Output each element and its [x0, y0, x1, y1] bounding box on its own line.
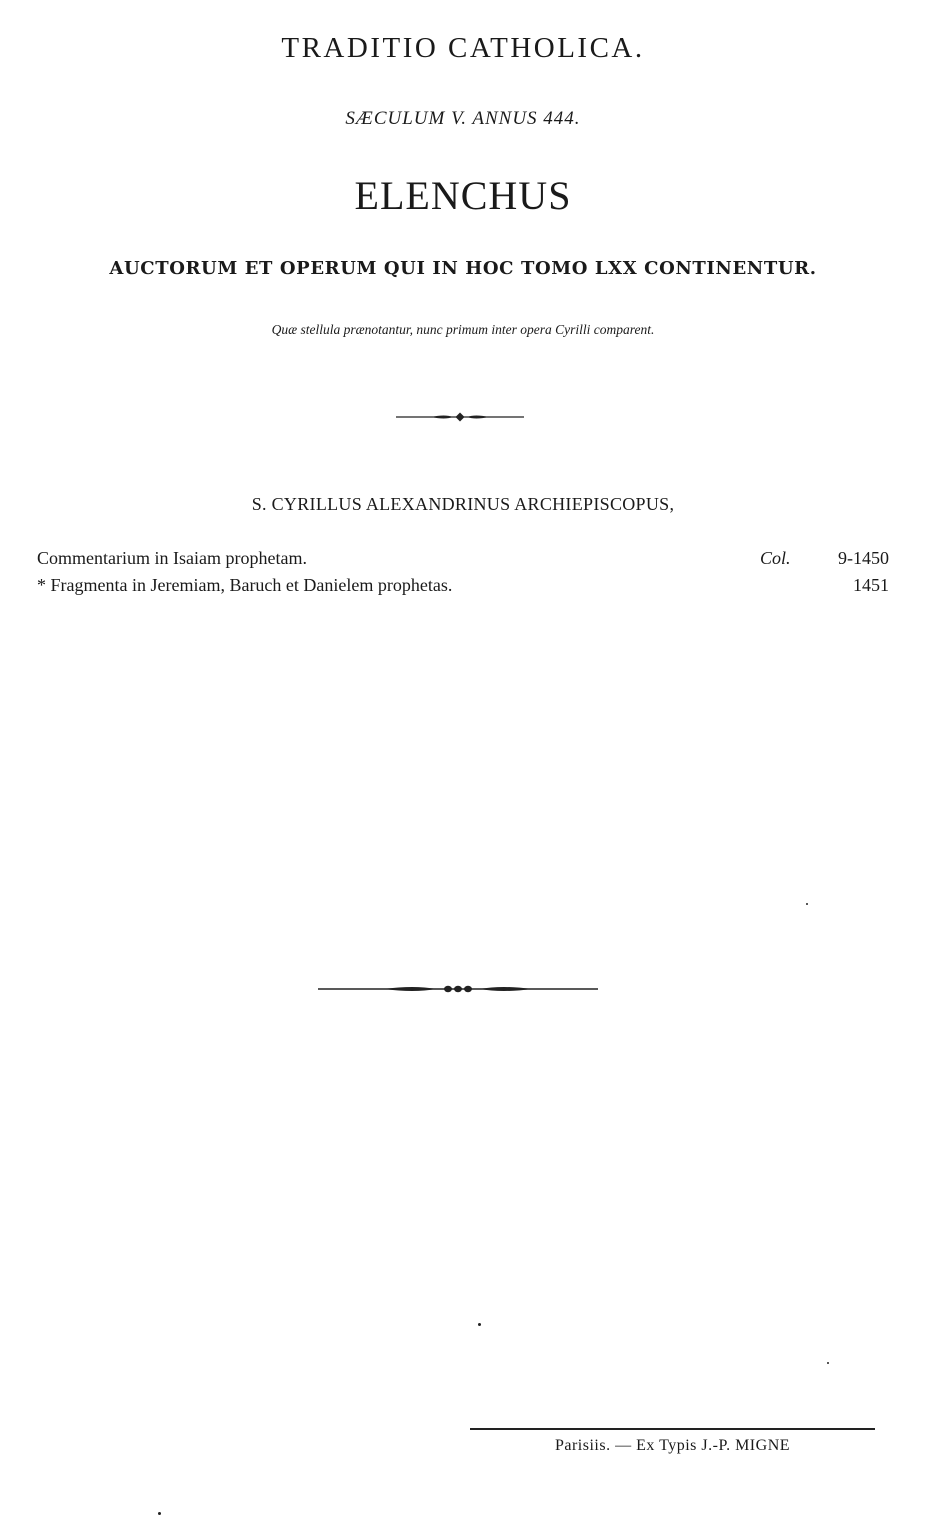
entry-range: 1451: [853, 575, 889, 595]
entry-title: * Fragmenta in Jeremiam, Baruch et Danielem prophetas.: [37, 575, 453, 595]
scan-speck: [158, 1512, 161, 1515]
scan-speck: [806, 903, 808, 905]
heading: ELENCHUS: [354, 173, 572, 218]
ornament-large-icon: [314, 981, 602, 997]
entry-col-label: Col.: [760, 548, 791, 568]
subheading: AUCTORUM ET OPERUM QUI IN HOC TOMO LXX CONTINENTUR.: [109, 258, 817, 279]
main-title: TRADITIO CATHOLICA.: [281, 32, 645, 64]
note: Quæ stellula prænotantur, nunc primum inter opera Cyrilli comparent.: [271, 322, 655, 337]
imprint: Parisiis. — Ex Typis J.-P. MIGNE: [554, 1437, 791, 1454]
imprint-rule: [470, 1428, 875, 1430]
entry-range: 9-1450: [838, 548, 889, 568]
scan-speck: [827, 1362, 829, 1364]
entry-title: Commentarium in Isaiam prophetam.: [37, 548, 307, 568]
scan-speck: [478, 1323, 481, 1326]
ornament-small-icon: [393, 410, 527, 424]
subtitle: SÆCULUM V. ANNUS 444.: [345, 108, 581, 129]
author-heading: S. CYRILLUS ALEXANDRINUS ARCHIEPISCOPUS,: [251, 494, 675, 514]
